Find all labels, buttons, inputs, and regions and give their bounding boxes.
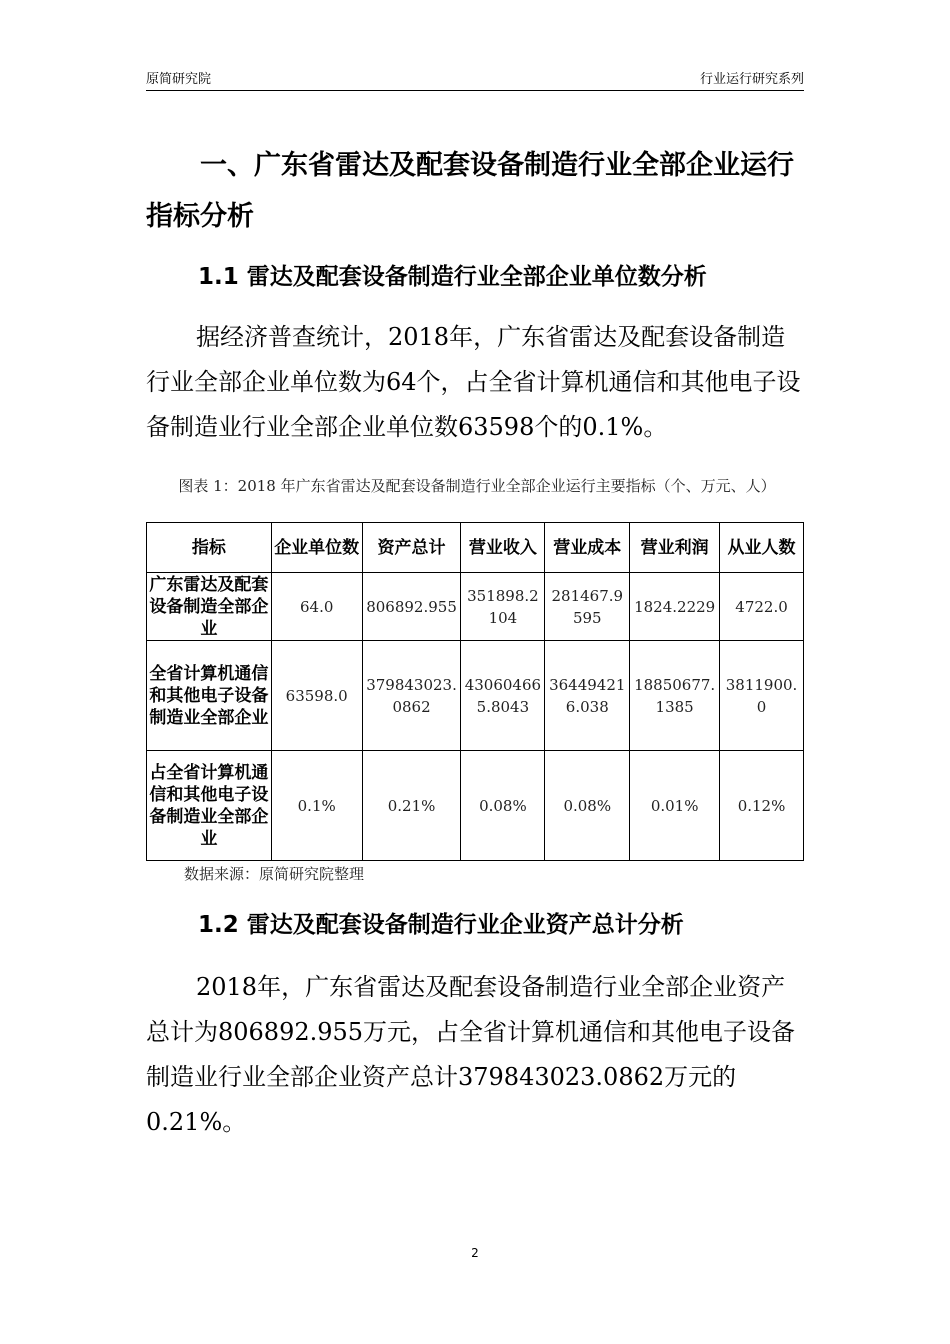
indicator-table <box>146 522 804 861</box>
table-cell: 0.21% <box>362 751 461 861</box>
row-label: 占全省计算机通信和其他电子设备制造业全部企业 <box>147 751 272 861</box>
table-cell: 63598.0 <box>271 641 362 751</box>
table-row <box>147 573 804 641</box>
section-1-1-title: 1.1 雷达及配套设备制造行业全部企业单位数分析 <box>198 264 707 290</box>
table-cell: 351898.2104 <box>461 573 545 641</box>
header-cell-profit: 营业利润 <box>630 523 720 573</box>
table-header-row <box>147 523 804 573</box>
table-cell: 0.1% <box>271 751 362 861</box>
section-1-2-title: 1.2 雷达及配套设备制造行业企业资产总计分析 <box>198 912 684 938</box>
header-cell-employees: 从业人数 <box>720 523 804 573</box>
table-cell: 1824.2229 <box>630 573 720 641</box>
table-cell: 3811900.0 <box>720 641 804 751</box>
table-cell: 0.01% <box>630 751 720 861</box>
header-org-name: 原简研究院 <box>146 72 212 87</box>
page-number: 2 <box>471 1246 479 1260</box>
section-1-1-paragraph: 据经济普查统计，2018年，广东省雷达及配套设备制造行业全部企业单位数为64个，占全省计算机通信和其他电子设备制造业行业全部企业单位数63598个的0.1%。 <box>146 323 801 441</box>
table-cell: 364494216.038 <box>545 641 630 751</box>
table-cell: 0.08% <box>545 751 630 861</box>
table-cell: 281467.9595 <box>545 573 630 641</box>
header-cell-assets: 资产总计 <box>362 523 461 573</box>
table-cell: 0.12% <box>720 751 804 861</box>
row-label: 广东雷达及配套设备制造全部企业 <box>147 573 272 641</box>
row-label: 全省计算机通信和其他电子设备制造业全部企业 <box>147 641 272 751</box>
table-cell: 64.0 <box>271 573 362 641</box>
table-cell: 806892.955 <box>362 573 461 641</box>
table-cell: 18850677.1385 <box>630 641 720 751</box>
table-caption: 图表 1：2018 年广东省雷达及配套设备制造行业全部企业运行主要指标（个、万元、人） <box>178 477 776 495</box>
header-cell-cost: 营业成本 <box>545 523 630 573</box>
table-row <box>147 641 804 751</box>
table-source-note: 数据来源：原简研究院整理 <box>184 865 365 883</box>
section-1-2-paragraph: 2018年，广东省雷达及配套设备制造行业全部企业资产总计为806892.955万元，占全省计算机通信和其他电子设备制造业行业全部企业资产总计379843023.0862万元的0.21%。 <box>146 973 796 1136</box>
header-cell-units: 企业单位数 <box>271 523 362 573</box>
header-series-name: 行业运行研究系列 <box>699 72 804 87</box>
table-cell: 0.08% <box>461 751 545 861</box>
table-row <box>147 751 804 861</box>
table-cell: 4722.0 <box>720 573 804 641</box>
chapter-heading: 一、广东省雷达及配套设备制造行业全部企业运行指标分析 <box>146 150 794 232</box>
table-cell: 430604665.8043 <box>461 641 545 751</box>
table-cell: 379843023.0862 <box>362 641 461 751</box>
header-cell-indicator: 指标 <box>147 523 272 573</box>
page-header <box>146 66 804 91</box>
header-cell-revenue: 营业收入 <box>461 523 545 573</box>
